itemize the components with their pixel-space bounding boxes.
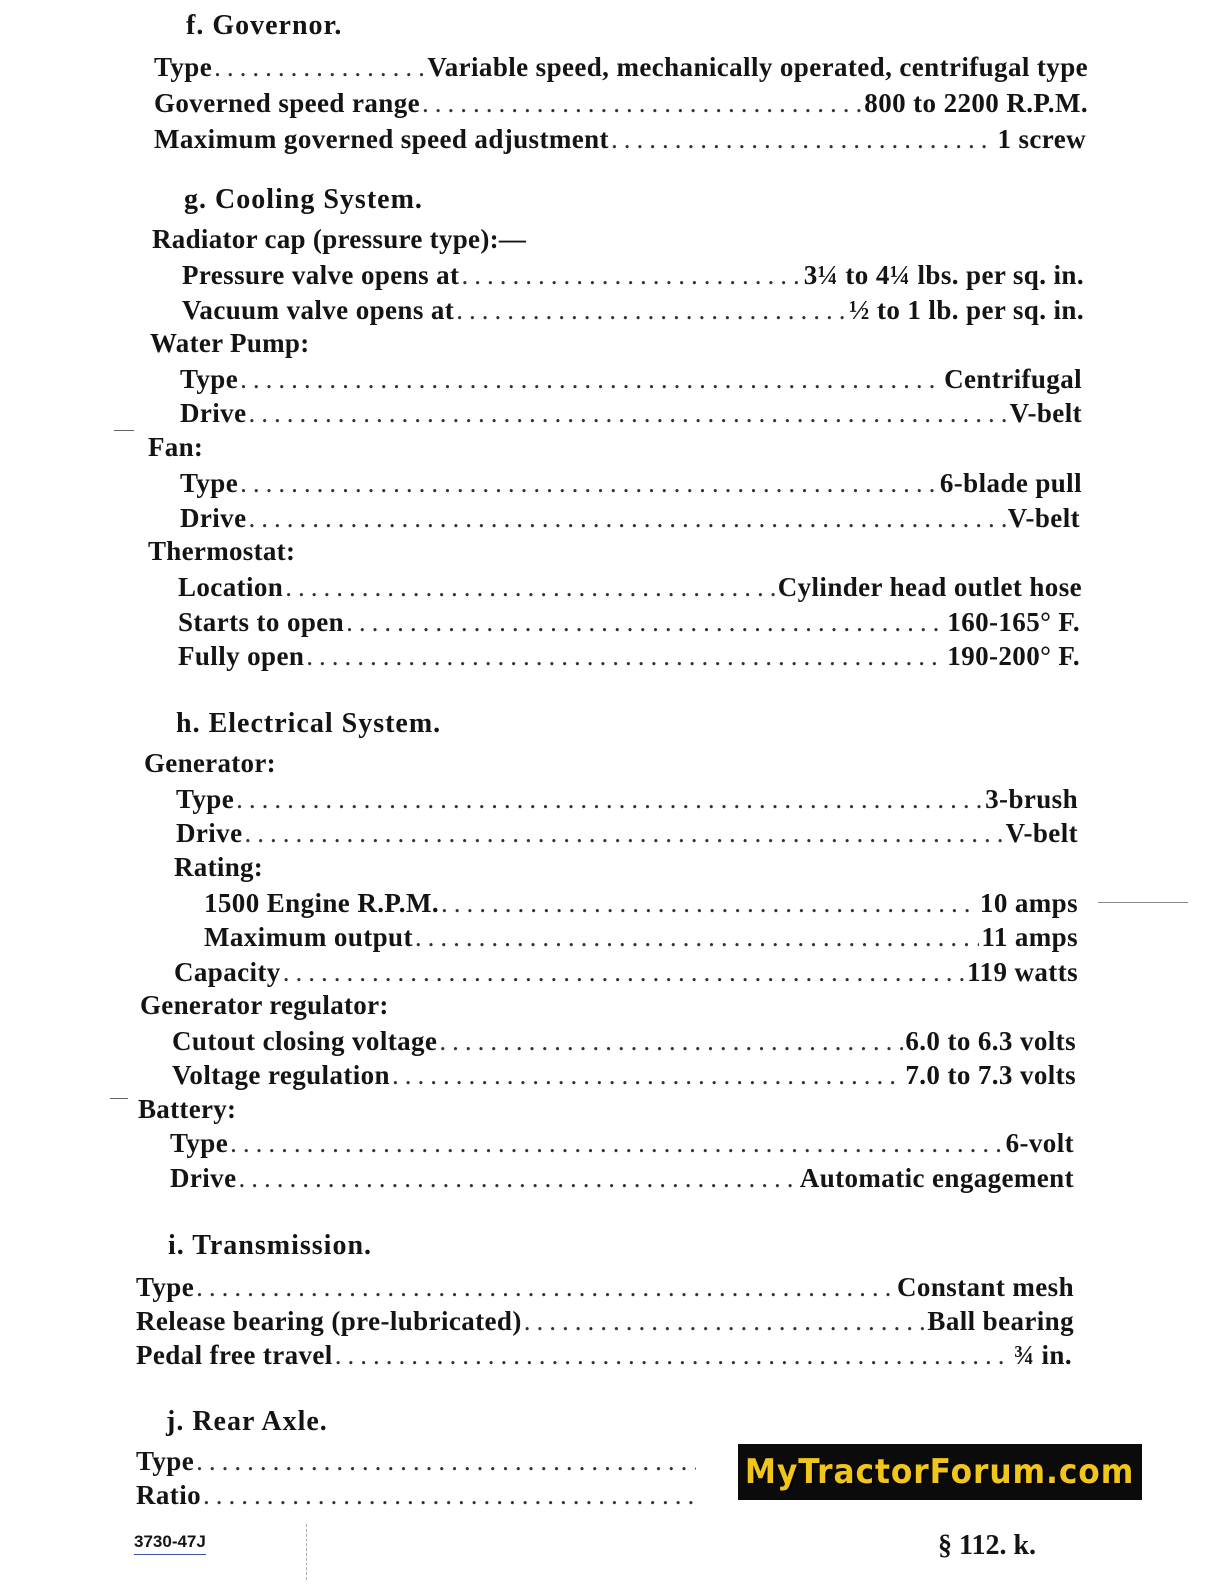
leader-dots bbox=[236, 784, 983, 815]
leader-dots bbox=[422, 88, 862, 119]
water-pump-drive-row bbox=[180, 398, 1082, 432]
row-value: 800 to 2200 R.P.M. bbox=[864, 88, 1088, 118]
watermark-logo bbox=[738, 1444, 1142, 1500]
leader-dots bbox=[196, 1446, 696, 1477]
rear-axle-heading: j. Rear Axle. bbox=[166, 1406, 328, 1437]
leader-dots bbox=[439, 1026, 903, 1057]
row-value: Automatic engagement bbox=[799, 1163, 1074, 1193]
row-label: Capacity bbox=[174, 957, 281, 987]
rating-max-row bbox=[204, 922, 1078, 956]
leader-dots bbox=[283, 957, 965, 988]
scan-mark bbox=[110, 1098, 128, 1099]
row-value: ¾ in. bbox=[1013, 1340, 1072, 1370]
generator-label: Generator: bbox=[144, 748, 276, 778]
leader-dots bbox=[248, 398, 1007, 429]
row-label: Type bbox=[180, 364, 239, 394]
row-value: V-belt bbox=[1007, 503, 1080, 533]
leader-dots bbox=[214, 52, 425, 83]
leader-dots bbox=[415, 922, 980, 953]
leader-dots bbox=[524, 1306, 926, 1337]
battery-drive-row bbox=[170, 1163, 1074, 1197]
row-value: Variable speed, mechanically operated, centrifugal type bbox=[427, 52, 1088, 82]
row-label: Maximum output bbox=[204, 922, 413, 952]
governor-speed-range-row bbox=[154, 88, 1088, 122]
leader-dots bbox=[230, 1128, 1004, 1159]
electrical-heading: h. Electrical System. bbox=[176, 708, 442, 739]
cooling-heading: g. Cooling System. bbox=[184, 184, 423, 215]
row-value: Cylinder head outlet hose bbox=[777, 572, 1082, 602]
row-label: Type bbox=[180, 468, 239, 498]
fan-drive-row bbox=[180, 503, 1080, 537]
row-value: 6-blade pull bbox=[939, 468, 1082, 498]
regulator-label: Generator regulator: bbox=[140, 990, 389, 1020]
row-label: Ratio bbox=[136, 1480, 201, 1510]
section-reference: § 112. k. bbox=[938, 1530, 1037, 1561]
row-label: Vacuum valve opens at bbox=[182, 295, 455, 325]
water-pump-label: Water Pump: bbox=[150, 328, 310, 358]
battery-label: Battery: bbox=[138, 1094, 237, 1124]
row-value: 1 screw bbox=[997, 124, 1086, 154]
transmission-heading: i. Transmission. bbox=[168, 1230, 373, 1261]
leader-dots bbox=[248, 503, 1005, 534]
transmission-type-row bbox=[136, 1272, 1074, 1306]
row-label: Starts to open bbox=[178, 607, 345, 637]
row-label: Type bbox=[170, 1128, 229, 1158]
row-label: Drive bbox=[170, 1163, 237, 1193]
row-value: 160-165° F. bbox=[947, 607, 1080, 637]
vacuum-valve-row bbox=[182, 295, 1084, 329]
leader-dots bbox=[346, 607, 945, 638]
leader-dots bbox=[306, 641, 945, 672]
watermark-text: MyTractorForum.com bbox=[745, 1452, 1135, 1492]
row-label: Type bbox=[176, 784, 235, 814]
leader-dots bbox=[461, 260, 801, 291]
generator-drive-row bbox=[176, 818, 1078, 852]
document-code: 3730-47J bbox=[134, 1532, 206, 1555]
row-value: 6.0 to 6.3 volts bbox=[905, 1026, 1076, 1056]
row-value: V-belt bbox=[1005, 818, 1078, 848]
fan-type-row bbox=[180, 468, 1082, 502]
leader-dots bbox=[456, 295, 847, 326]
row-value: 10 amps bbox=[979, 888, 1078, 918]
leader-dots bbox=[335, 1340, 1012, 1371]
generator-type-row bbox=[176, 784, 1078, 818]
leader-dots bbox=[285, 572, 776, 603]
row-label: Pedal free travel bbox=[136, 1340, 333, 1370]
leader-dots bbox=[240, 364, 942, 395]
row-label: Release bearing (pre-lubricated) bbox=[136, 1306, 522, 1336]
thermostat-starts-row bbox=[178, 607, 1080, 641]
row-label: Drive bbox=[176, 818, 243, 848]
row-value: Centrifugal bbox=[944, 364, 1082, 394]
row-value: 190-200° F. bbox=[947, 641, 1080, 671]
row-label: Drive bbox=[180, 398, 247, 428]
leader-dots bbox=[203, 1480, 696, 1511]
capacity-row bbox=[174, 957, 1078, 991]
thermostat-location-row bbox=[178, 572, 1082, 606]
fan-label: Fan: bbox=[148, 432, 204, 462]
leader-dots bbox=[196, 1272, 895, 1303]
row-label: Maximum governed speed adjustment bbox=[154, 124, 609, 154]
rating-label: Rating: bbox=[174, 852, 264, 882]
leader-dots bbox=[441, 888, 978, 919]
leader-dots bbox=[238, 1163, 797, 1194]
scan-mark bbox=[114, 430, 134, 431]
row-value: 11 amps bbox=[981, 922, 1078, 952]
row-label: Cutout closing voltage bbox=[172, 1026, 438, 1056]
row-label: Location bbox=[178, 572, 284, 602]
row-value: Ball bearing bbox=[927, 1306, 1074, 1336]
leader-dots bbox=[244, 818, 1003, 849]
row-value: 119 watts bbox=[967, 957, 1078, 987]
row-label: Type bbox=[154, 52, 213, 82]
water-pump-type-row bbox=[180, 364, 1082, 398]
release-bearing-row bbox=[136, 1306, 1074, 1340]
leader-dots bbox=[240, 468, 938, 499]
radiator-cap-label: Radiator cap (pressure type):— bbox=[152, 224, 527, 254]
row-value: Constant mesh bbox=[897, 1272, 1074, 1302]
row-value: ½ to 1 lb. per sq. in. bbox=[849, 295, 1084, 325]
rear-axle-ratio-row bbox=[136, 1480, 698, 1514]
row-value: 6-volt bbox=[1005, 1128, 1074, 1158]
pressure-valve-row bbox=[182, 260, 1084, 294]
row-label: Type bbox=[136, 1272, 195, 1302]
cutout-voltage-row bbox=[172, 1026, 1076, 1060]
fold-line bbox=[306, 1524, 308, 1580]
governor-heading: f. Governor. bbox=[186, 10, 343, 41]
row-label: Drive bbox=[180, 503, 247, 533]
row-label: Type bbox=[136, 1446, 195, 1476]
thermostat-fully-open-row bbox=[178, 641, 1080, 675]
governor-adjustment-row bbox=[154, 124, 1086, 158]
governor-type-row bbox=[154, 52, 1088, 86]
row-value: V-belt bbox=[1009, 398, 1082, 428]
row-label: Fully open bbox=[178, 641, 305, 671]
voltage-regulation-row bbox=[172, 1060, 1076, 1094]
thermostat-label: Thermostat: bbox=[148, 536, 296, 566]
leader-dots bbox=[392, 1060, 903, 1091]
row-value: 3-brush bbox=[985, 784, 1078, 814]
row-label: Pressure valve opens at bbox=[182, 260, 460, 290]
row-value: 7.0 to 7.3 volts bbox=[905, 1060, 1076, 1090]
rating-1500-row bbox=[204, 888, 1078, 922]
row-label: Voltage regulation bbox=[172, 1060, 390, 1090]
leader-dots bbox=[611, 124, 996, 155]
battery-type-row bbox=[170, 1128, 1074, 1162]
row-value: 3¼ to 4¼ lbs. per sq. in. bbox=[803, 260, 1084, 290]
scan-mark bbox=[1098, 902, 1188, 903]
pedal-free-travel-row bbox=[136, 1340, 1072, 1374]
row-label: 1500 Engine R.P.M. bbox=[204, 888, 439, 918]
row-label: Governed speed range bbox=[154, 88, 420, 118]
rear-axle-type-row bbox=[136, 1446, 698, 1480]
